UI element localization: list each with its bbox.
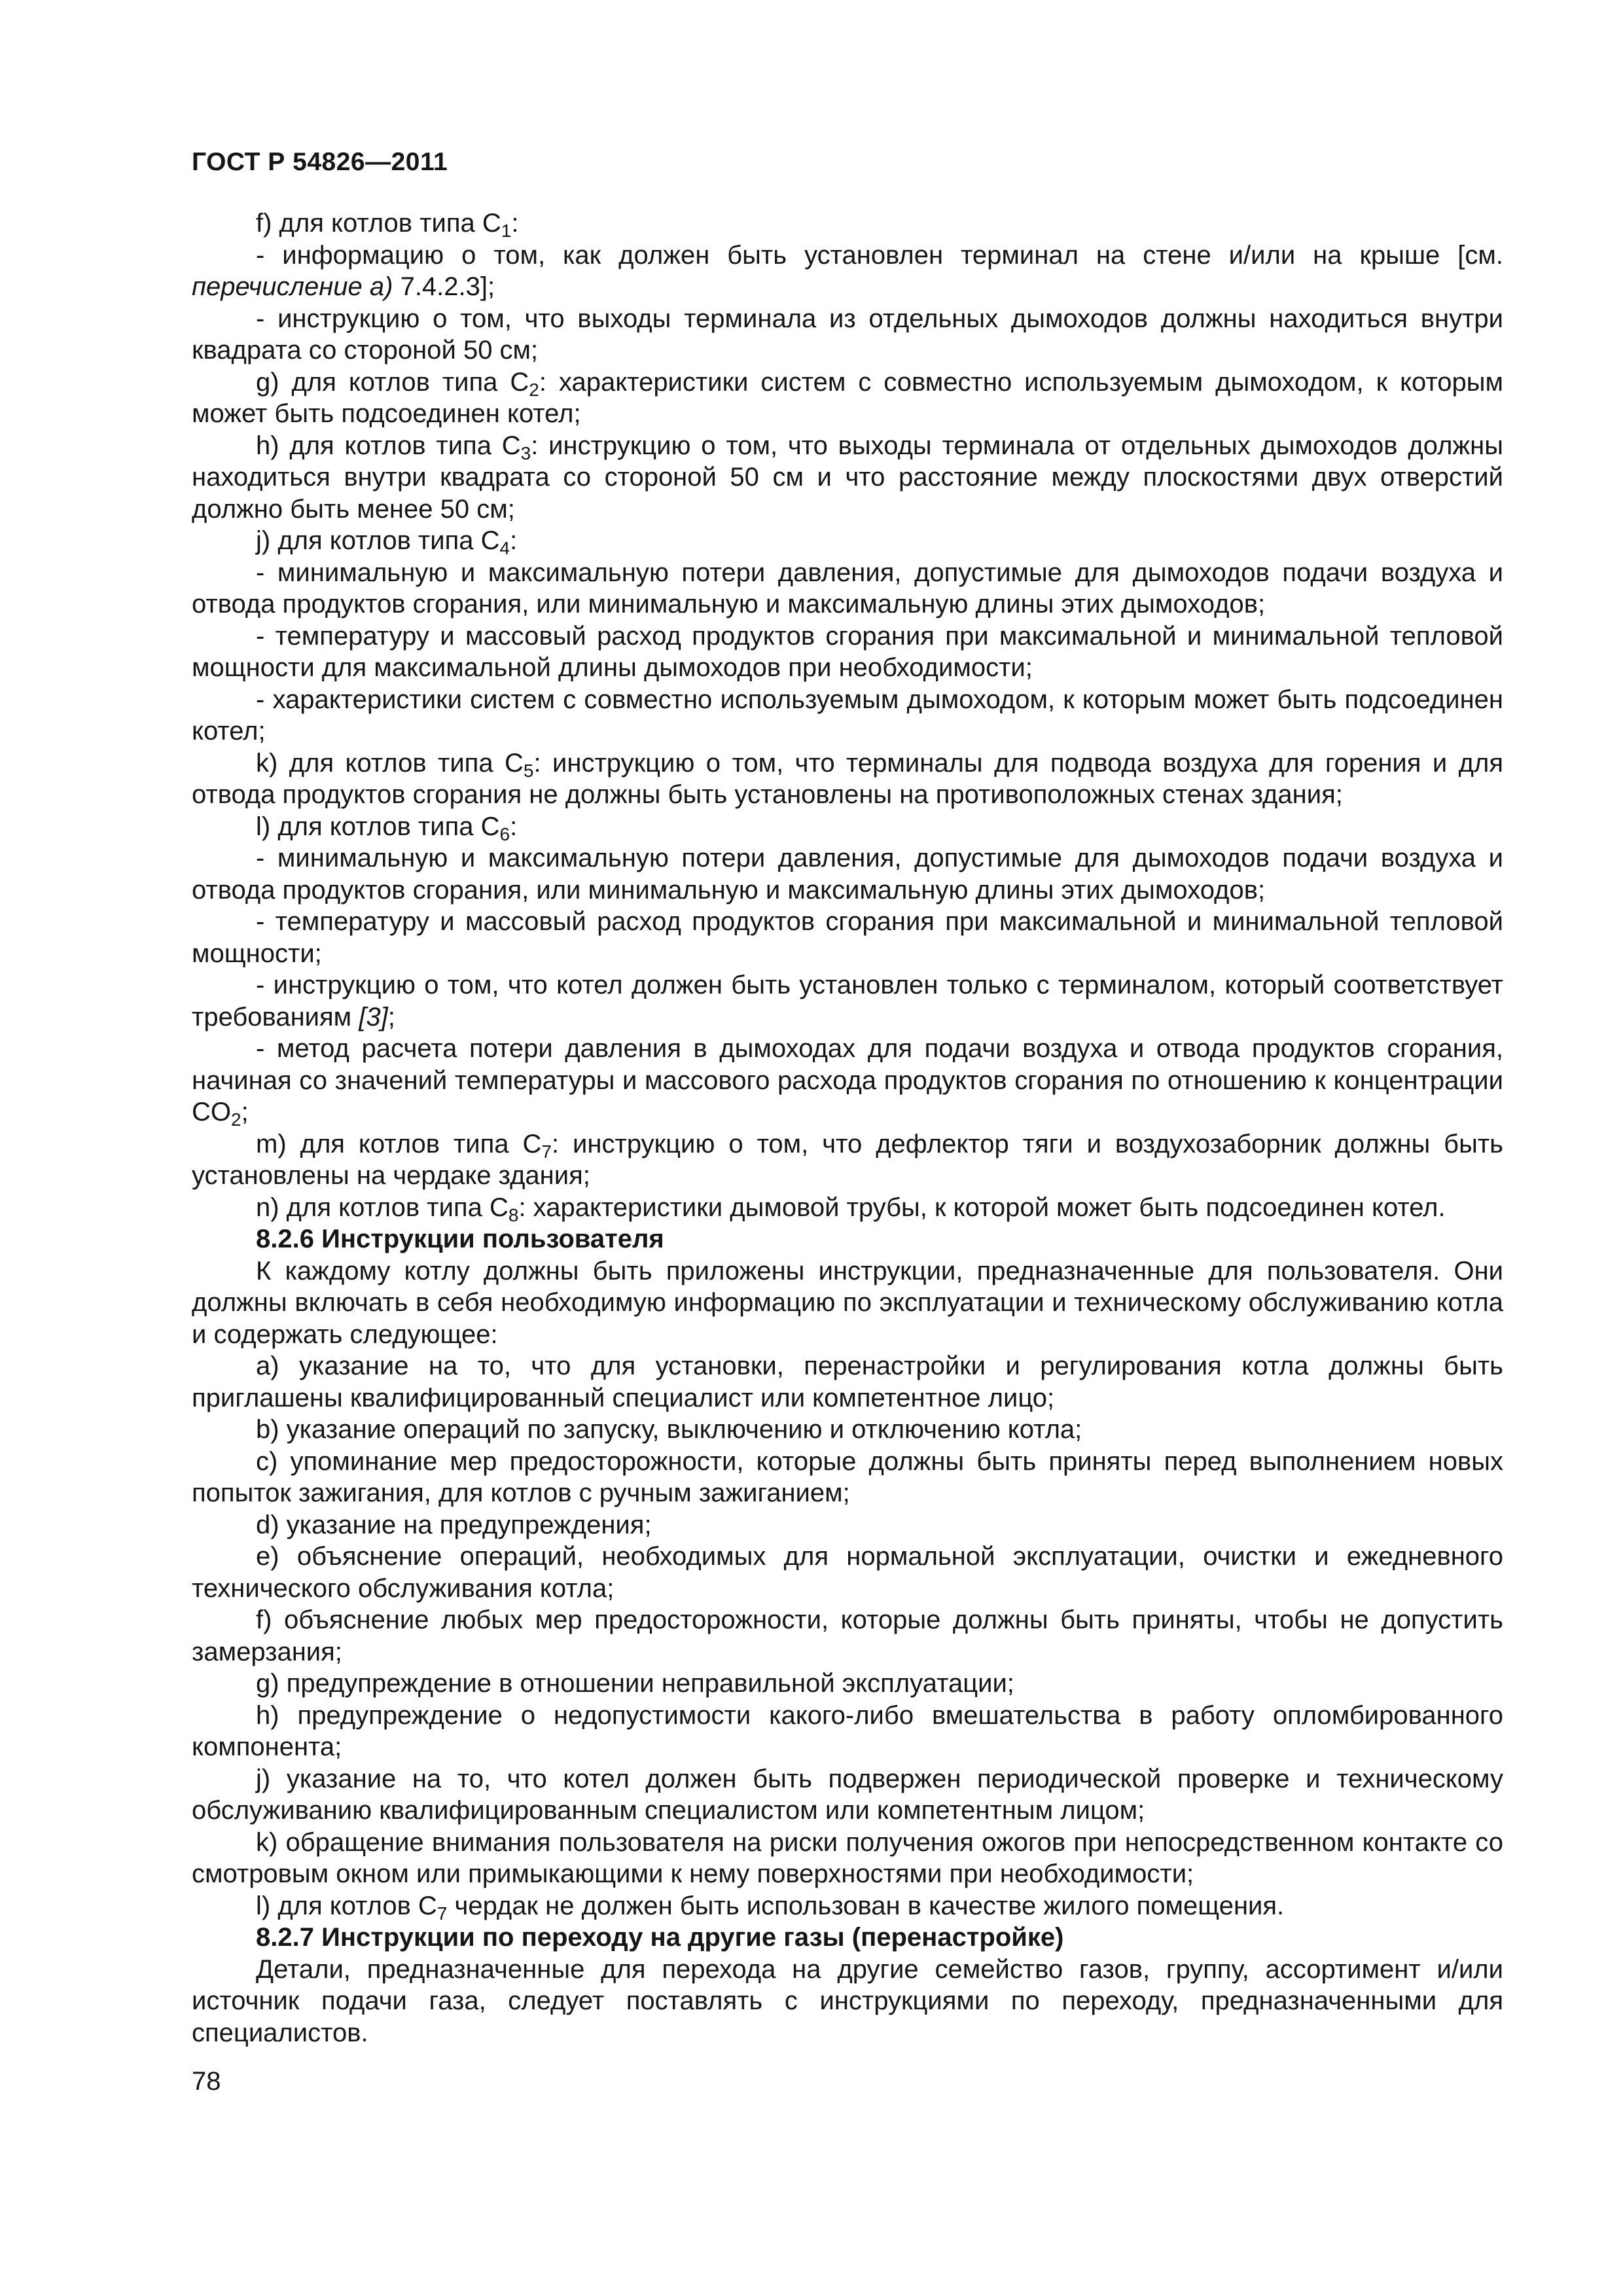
standard-header: ГОСТ Р 54826—2011: [192, 148, 448, 176]
page-number: 78: [192, 2067, 221, 2096]
paragraph: c) упоминание мер предосторожности, которые должны быть приняты перед выполнением новых попыток зажигания, для котлов с ручным зажиганием;: [192, 1446, 1503, 1507]
section-heading: 8.2.7 Инструкции по переходу на другие газы (перенастройке): [256, 1923, 1064, 1952]
paragraph: - инструкцию о том, что котел должен быть установлен только с терминалом, который соответствует требованиям [3];: [192, 971, 1503, 1031]
paragraph: - метод расчета потери давления в дымоходах для подачи воздуха и отвода продуктов сгорания, начиная со значений температуры и массового расхода продуктов сгорания по отношению к концентрации $CO_2$;: [192, 1034, 1503, 1130]
document-body: [192, 207, 1503, 2049]
paragraph: k) для котлов типа $C_5$: инструкцию о том, что терминалы для подвода воздуха для горения и для отвода продуктов сгорания не должны быть установлены на противоположных стенах здания;: [192, 748, 1503, 809]
paragraph: - характеристики систем с совместно используемым дымоходом, к которым может быть подсоединен котел;: [192, 685, 1503, 745]
section-heading: 8.2.6 Инструкции пользователя: [256, 1225, 664, 1253]
paragraph: g) предупреждение в отношении неправильной эксплуатации;: [256, 1669, 1014, 1698]
paragraph: j) для котлов типа $C_4$:: [256, 526, 518, 558]
paragraph: a) указание на то, что для установки, перенастройки и регулирования котла должны быть приглашены квалифицированный специалист или компетентное лицо;: [192, 1352, 1503, 1412]
paragraph: g) для котлов типа $C_2$: характеристики систем с совместно используемым дымоходом, к которым может быть подсоединен котел;: [192, 367, 1503, 428]
paragraph: f) объяснение любых мер предосторожности, которые должны быть приняты, чтобы не допустить замерзания;: [192, 1605, 1503, 1666]
paragraph: - минимальную и максимальную потери давления, допустимые для дымоходов подачи воздуха и отвода продуктов сгорания, или минимальную и максимальную длины этих дымоходов;: [192, 558, 1503, 619]
paragraph: К каждому котлу должны быть приложены инструкции, предназначенные для пользователя. Они должны включать в себя необходимую информацию по эксплуатации и техническому обслуживанию котла и содержать следующее:: [192, 1256, 1503, 1349]
paragraph: - информацию о том, как должен быть установлен терминал на стене и/или на крыше [см. перечисление а) 7.4.2.3];: [192, 240, 1503, 301]
paragraph: l) для котлов $C_7$ чердак не должен быть использован в качестве жилого помещения.: [256, 1891, 1285, 1924]
paragraph: m) для котлов типа $C_7$: инструкцию о том, что дефлектор тяги и воздухозаборник должны быть установлены на чердаке здания;: [192, 1129, 1503, 1190]
paragraph: e) объяснение операций, необходимых для нормальной эксплуатации, очистки и ежедневного технического обслуживания котла;: [192, 1542, 1503, 1603]
paragraph: l) для котлов типа $C_6$:: [256, 812, 518, 844]
paragraph: b) указание операций по запуску, выключению и отключению котла;: [256, 1415, 1082, 1444]
paragraph: - минимальную и максимальную потери давления, допустимые для дымоходов подачи воздуха и отвода продуктов сгорания, или минимальную и максимальную длины этих дымоходов;: [192, 844, 1503, 905]
paragraph: n) для котлов типа $C_8$: характеристики дымовой трубы, к которой может быть подсоединен котел.: [256, 1193, 1446, 1225]
paragraph: h) для котлов типа $C_3$: инструкцию о том, что выходы терминала от отдельных дымоходов должны находиться внутри квадрата со стороной 50 см и что расстояние между плоскостями двух отверстий должно быть менее 50 см;: [192, 431, 1504, 524]
paragraph: k) обращение внимания пользователя на риски получения ожогов при непосредственном контакте со смотровым окном или примыкающими к нему поверхностями при необходимости;: [192, 1827, 1503, 1888]
paragraph: - температуру и массовый расход продуктов сгорания при максимальной и минимальной тепловой мощности;: [192, 907, 1503, 968]
paragraph: - инструкцию о том, что выходы терминала из отдельных дымоходов должны находиться внутри квадрата со стороной 50 см;: [192, 304, 1503, 365]
paragraph: f) для котлов типа $C_1$:: [256, 209, 519, 241]
paragraph: d) указание на предупреждения;: [256, 1510, 652, 1539]
paragraph: h) предупреждение о недопустимости какого-либо вмешательства в работу опломбированного компонента;: [192, 1700, 1503, 1761]
paragraph: - температуру и массовый расход продуктов сгорания при максимальной и минимальной тепловой мощности для максимальной длины дымоходов при необходимости;: [192, 621, 1503, 682]
paragraph: j) указание на то, что котел должен быть подвержен периодической проверке и техническому обслуживанию квалифицированным специалистом или компетентным лицом;: [192, 1764, 1503, 1825]
paragraph: Детали, предназначенные для перехода на другие семейство газов, группу, ассортимент и/или источник подачи газа, следует поставлять с инструкциями по переходу, предназначенными для специалистов.: [192, 1954, 1503, 2047]
